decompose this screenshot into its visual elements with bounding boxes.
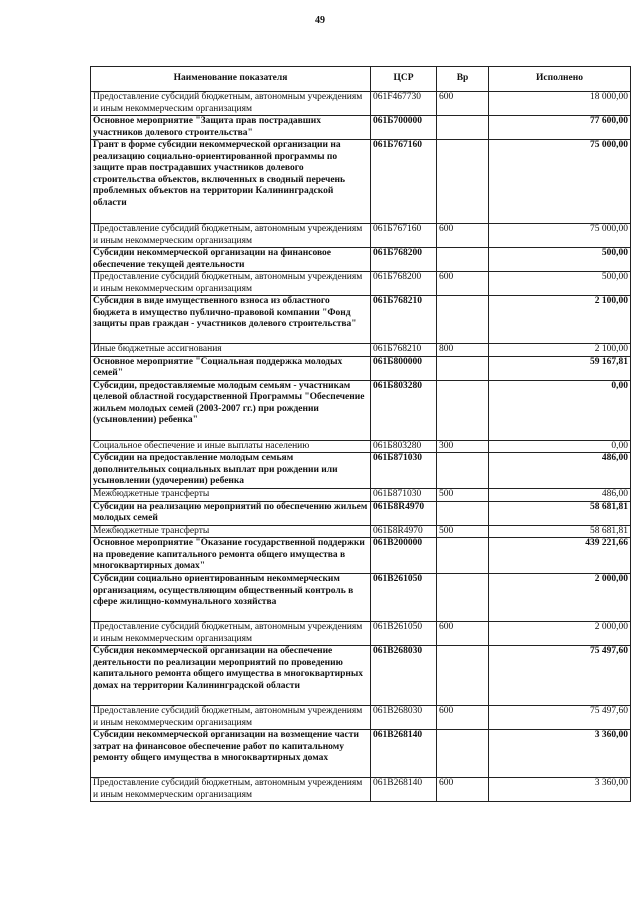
cell-csr: 061Б767160 <box>371 224 437 248</box>
cell-vr: 800 <box>437 344 489 357</box>
cell-csr: 061В268140 <box>371 730 437 778</box>
cell-amount: 75 497,60 <box>489 646 631 706</box>
cell-csr: 061Б871030 <box>371 489 437 502</box>
cell-name: Основное мероприятие "Социальная поддержка молодых семей" <box>91 356 371 380</box>
cell-name: Основное мероприятие "Защита прав пострадавших участников долевого строительства" <box>91 116 371 140</box>
table-row <box>91 92 631 116</box>
budget-table <box>90 66 631 802</box>
cell-amount: 75 000,00 <box>489 140 631 224</box>
header-csr: ЦСР <box>371 67 437 92</box>
cell-amount: 2 100,00 <box>489 296 631 344</box>
table-row <box>91 646 631 706</box>
cell-csr: 061Б803280 <box>371 380 437 440</box>
cell-vr: 600 <box>437 224 489 248</box>
cell-name: Грант в форме субсидии некоммерческой организации на реализацию социально-ориентированной программы по защите прав пострадавших участников долевого строительства объектов, включенных в сводный перечень проблемных объектов на территории Калининградской области <box>91 140 371 224</box>
cell-name: Субсидии на предоставление молодым семьям дополнительных социальных выплат при рождении или усыновлении (удочерении) ребенка <box>91 453 371 489</box>
cell-vr <box>437 453 489 489</box>
cell-name: Предоставление субсидий бюджетным, автономным учреждениям и иным некоммерческим организациям <box>91 622 371 646</box>
cell-amount: 500,00 <box>489 248 631 272</box>
cell-amount: 3 360,00 <box>489 730 631 778</box>
table-row <box>91 778 631 802</box>
header-amount: Исполнено <box>489 67 631 92</box>
cell-name: Субсидия в виде имущественного взноса из областного бюджета в имущество публично-правовой компании "Фонд защиты прав граждан - участников долевого строительства" <box>91 296 371 344</box>
table-row <box>91 538 631 574</box>
table-row <box>91 525 631 538</box>
cell-csr: 061Б800000 <box>371 356 437 380</box>
cell-csr: 061В261050 <box>371 622 437 646</box>
cell-name: Субсидия некоммерческой организации на обеспечение деятельности по реализации мероприятий по проведению капитального ремонта общего имущества в многоквартирных домах на территории Калининградской области <box>91 646 371 706</box>
table-header-row <box>91 67 631 92</box>
cell-vr <box>437 574 489 622</box>
table-row <box>91 453 631 489</box>
cell-name: Предоставление субсидий бюджетным, автономным учреждениям и иным некоммерческим организациям <box>91 272 371 296</box>
table-row <box>91 730 631 778</box>
table-row <box>91 296 631 344</box>
table-row <box>91 622 631 646</box>
cell-name: Субсидии некоммерческой организации на финансовое обеспечение текущей деятельности <box>91 248 371 272</box>
table-row <box>91 501 631 525</box>
cell-name: Предоставление субсидий бюджетным, автономным учреждениям и иным некоммерческим организациям <box>91 92 371 116</box>
cell-vr: 600 <box>437 778 489 802</box>
cell-vr <box>437 538 489 574</box>
table-row <box>91 248 631 272</box>
table-row <box>91 489 631 502</box>
cell-vr: 300 <box>437 440 489 453</box>
cell-name: Межбюджетные трансферты <box>91 489 371 502</box>
cell-vr: 600 <box>437 622 489 646</box>
cell-vr <box>437 248 489 272</box>
cell-name: Социальное обеспечение и иные выплаты населению <box>91 440 371 453</box>
cell-csr: 061В268030 <box>371 706 437 730</box>
cell-csr: 061Б8R4970 <box>371 501 437 525</box>
cell-csr: 061Б767160 <box>371 140 437 224</box>
cell-vr <box>437 356 489 380</box>
cell-csr: 061В200000 <box>371 538 437 574</box>
table-row <box>91 440 631 453</box>
page-number: 49 <box>315 15 325 26</box>
cell-amount: 2 000,00 <box>489 574 631 622</box>
cell-vr <box>437 140 489 224</box>
cell-amount: 2 000,00 <box>489 622 631 646</box>
cell-amount: 75 000,00 <box>489 224 631 248</box>
table-row <box>91 344 631 357</box>
cell-vr: 600 <box>437 272 489 296</box>
cell-amount: 77 600,00 <box>489 116 631 140</box>
cell-vr: 600 <box>437 706 489 730</box>
cell-csr: 061Б768200 <box>371 248 437 272</box>
cell-amount: 58 681,81 <box>489 525 631 538</box>
table-row <box>91 116 631 140</box>
cell-vr <box>437 116 489 140</box>
cell-csr: 061Б768210 <box>371 296 437 344</box>
cell-name: Субсидии социально ориентированным некоммерческим организациям, осуществляющим общественный контроль в сфере жилищно-коммунального хозяйства <box>91 574 371 622</box>
cell-name: Предоставление субсидий бюджетным, автономным учреждениям и иным некоммерческим организациям <box>91 778 371 802</box>
cell-amount: 58 681,81 <box>489 501 631 525</box>
cell-amount: 0,00 <box>489 440 631 453</box>
cell-amount: 500,00 <box>489 272 631 296</box>
cell-name: Межбюджетные трансферты <box>91 525 371 538</box>
cell-name: Основное мероприятие "Оказание государственной поддержки на проведение капитального ремонта общего имущества в многоквартирных домах" <box>91 538 371 574</box>
cell-amount: 18 000,00 <box>489 92 631 116</box>
cell-amount: 486,00 <box>489 453 631 489</box>
cell-csr: 061Б700000 <box>371 116 437 140</box>
cell-csr: 061Б871030 <box>371 453 437 489</box>
cell-vr <box>437 646 489 706</box>
cell-csr: 061Б768200 <box>371 272 437 296</box>
cell-vr: 500 <box>437 489 489 502</box>
cell-amount: 486,00 <box>489 489 631 502</box>
table-row <box>91 574 631 622</box>
cell-vr <box>437 730 489 778</box>
cell-name: Иные бюджетные ассигнования <box>91 344 371 357</box>
cell-name: Предоставление субсидий бюджетным, автономным учреждениям и иным некоммерческим организациям <box>91 224 371 248</box>
cell-vr: 600 <box>437 92 489 116</box>
cell-csr: 061В268140 <box>371 778 437 802</box>
table-row <box>91 706 631 730</box>
cell-csr: 061F467730 <box>371 92 437 116</box>
cell-amount: 0,00 <box>489 380 631 440</box>
cell-amount: 75 497,60 <box>489 706 631 730</box>
cell-name: Субсидии, предоставляемые молодым семьям - участникам целевой областной государственной Программы "Обеспечение жильем молодых семей (2003-2007 гг.) при рождении (усыновлении) ребенка" <box>91 380 371 440</box>
cell-amount: 2 100,00 <box>489 344 631 357</box>
cell-vr <box>437 296 489 344</box>
table-row <box>91 224 631 248</box>
header-vr: Вр <box>437 67 489 92</box>
cell-csr: 061Б8R4970 <box>371 525 437 538</box>
cell-csr: 061Б768210 <box>371 344 437 357</box>
table-row <box>91 272 631 296</box>
cell-amount: 3 360,00 <box>489 778 631 802</box>
cell-vr <box>437 380 489 440</box>
cell-csr: 061Б803280 <box>371 440 437 453</box>
cell-vr <box>437 501 489 525</box>
cell-name: Субсидии некоммерческой организации на возмещение части затрат на финансовое обеспечение работ по капитальному ремонту общего имущества в многоквартирных домах <box>91 730 371 778</box>
cell-csr: 061В268030 <box>371 646 437 706</box>
table-row <box>91 140 631 224</box>
header-name: Наименование показателя <box>91 67 371 92</box>
cell-csr: 061В261050 <box>371 574 437 622</box>
cell-amount: 439 221,66 <box>489 538 631 574</box>
cell-vr: 500 <box>437 525 489 538</box>
table-row <box>91 356 631 380</box>
cell-name: Субсидии на реализацию мероприятий по обеспечению жильем молодых семей <box>91 501 371 525</box>
table-row <box>91 380 631 440</box>
cell-name: Предоставление субсидий бюджетным, автономным учреждениям и иным некоммерческим организациям <box>91 706 371 730</box>
cell-amount: 59 167,81 <box>489 356 631 380</box>
